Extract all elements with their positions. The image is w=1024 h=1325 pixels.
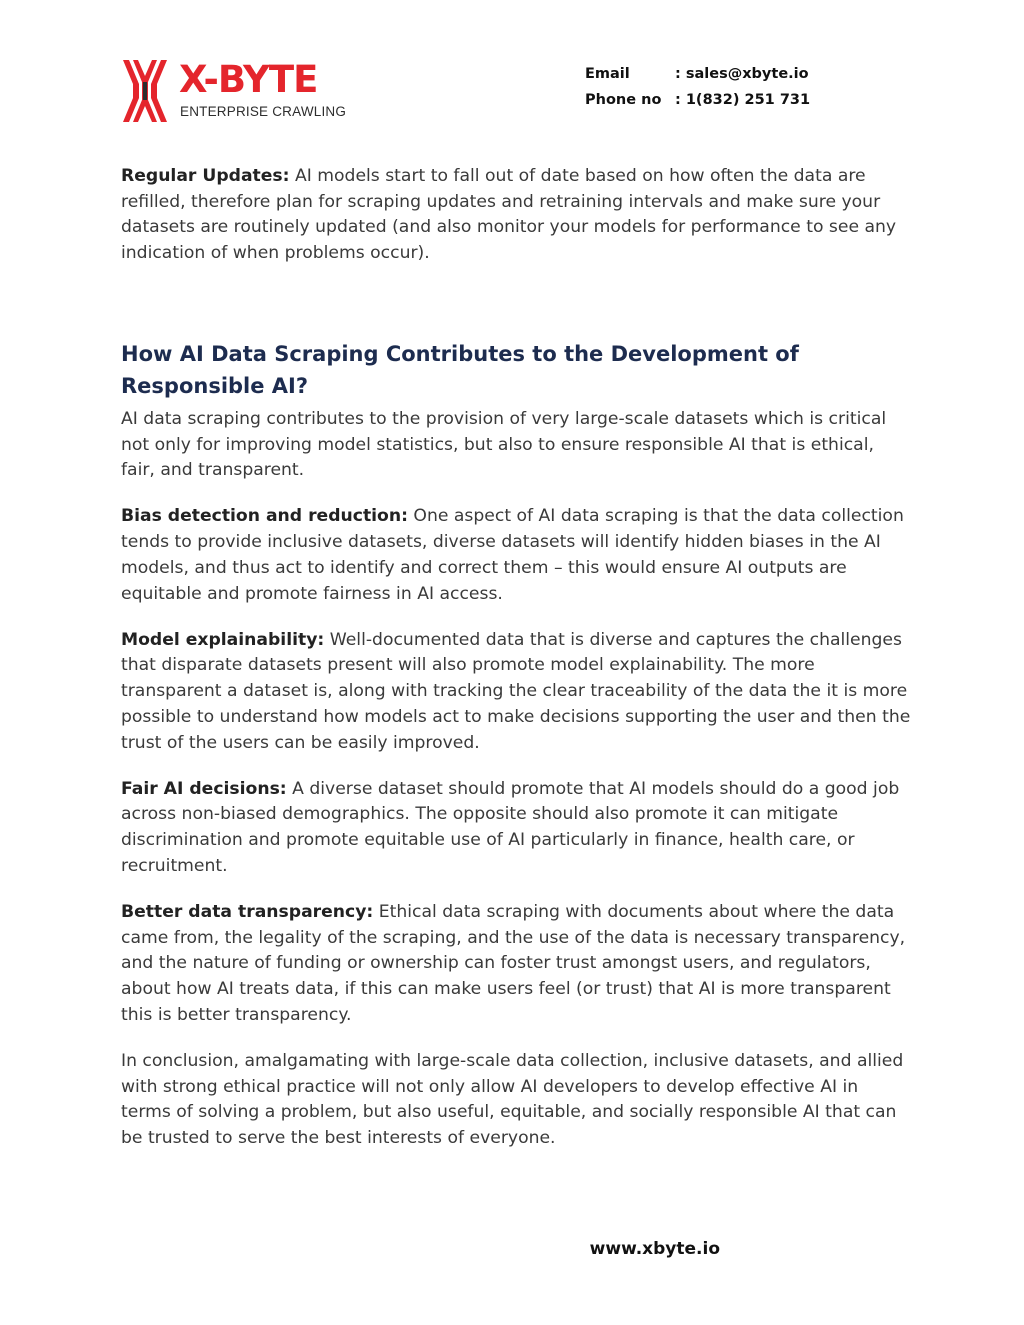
email-row xyxy=(585,61,810,87)
conclusion-paragraph: In conclusion, amalgamating with large-scale data collection, inclusive datasets, and allied with strong ethical practice will not only allow AI developers to develop effective AI in terms of solving a problem, but also useful, equitable, and socially responsible AI that can be trusted to serve the best interests of everyone. xyxy=(121,1051,904,1149)
bias-detection-paragraph xyxy=(121,504,911,607)
regular-updates-paragraph xyxy=(121,164,911,267)
phone-label: Phone no xyxy=(585,92,662,108)
data-transparency-paragraph xyxy=(121,900,911,1029)
footer-website-link[interactable]: www.xbyte.io xyxy=(589,1239,720,1259)
section-heading: How AI Data Scraping Contributes to the Development of Responsible AI? xyxy=(121,341,799,398)
phone-row xyxy=(585,87,810,113)
paragraph-text: Ethical data scraping with documents about where the data came from, the legality of the scraping, and the use of the data is necessary transparency, and the nature of funding or ownership can foster trust amongst users, and regulators, about how AI treats data, if this can make users feel (or trust) that AI is more transparent this is better transparency. xyxy=(121,902,906,1025)
paragraph-text: AI models start to fall out of date based on how often the data are refilled, therefore plan for scraping updates and retraining intervals and make sure your datasets are routinely updated (and also monitor your models for performance to see any indication of when problems occur). xyxy=(121,166,897,264)
paragraph-lead: Bias detection and reduction: xyxy=(121,506,408,527)
paragraph-lead: Better data transparency: xyxy=(121,902,374,923)
fair-ai-decisions-paragraph xyxy=(121,777,911,880)
paragraph-text: Well-documented data that is diverse and captures the challenges that disparate datasets present will also promote model explainability. The more transparent a dataset is, along with tracking the clear traceability of the data the it is more possible to understand how models act to make decisions supporting the user and then the trust of the users can be easily improved. xyxy=(121,629,911,753)
intro-paragraph: AI data scraping contributes to the provision of very large-scale datasets which is critical not only for improving model statistics, but also to ensure responsible AI that is ethical, fair, and transparent. xyxy=(121,408,887,481)
phone-value: : 1(832) 251 731 xyxy=(675,92,811,108)
email-value[interactable]: : sales@xbyte.io xyxy=(675,66,809,82)
model-explainability-paragraph xyxy=(121,628,911,757)
email-label: Email xyxy=(585,66,630,82)
logo-wordmark: X-BYTE xyxy=(179,58,318,101)
paragraph-text: One aspect of AI data scraping is that the data collection tends to provide inclusive datasets, diverse datasets will identify hidden biases in the AI models, and thus act to identify and correct them – this would ensure AI outputs are equitable and promote fairness in AI access. xyxy=(121,506,904,604)
xbyte-logo-mark-icon xyxy=(121,60,169,122)
xbyte-logo xyxy=(121,60,353,124)
contact-block xyxy=(585,61,810,113)
paragraph-text: A diverse dataset should promote that AI models should do a good job across non-biased demographics. The opposite should also promote it can mitigate discrimination and promote equitable use of AI particularly in finance, health care, or recruitment. xyxy=(121,778,900,876)
paragraph-lead: Fair AI decisions: xyxy=(121,778,287,799)
logo-tagline: ENTERPRISE CRAWLING xyxy=(180,104,347,119)
document-body xyxy=(121,164,911,1172)
paragraph-lead: Regular Updates: xyxy=(121,166,290,186)
paragraph-lead: Model explainability: xyxy=(121,629,325,650)
